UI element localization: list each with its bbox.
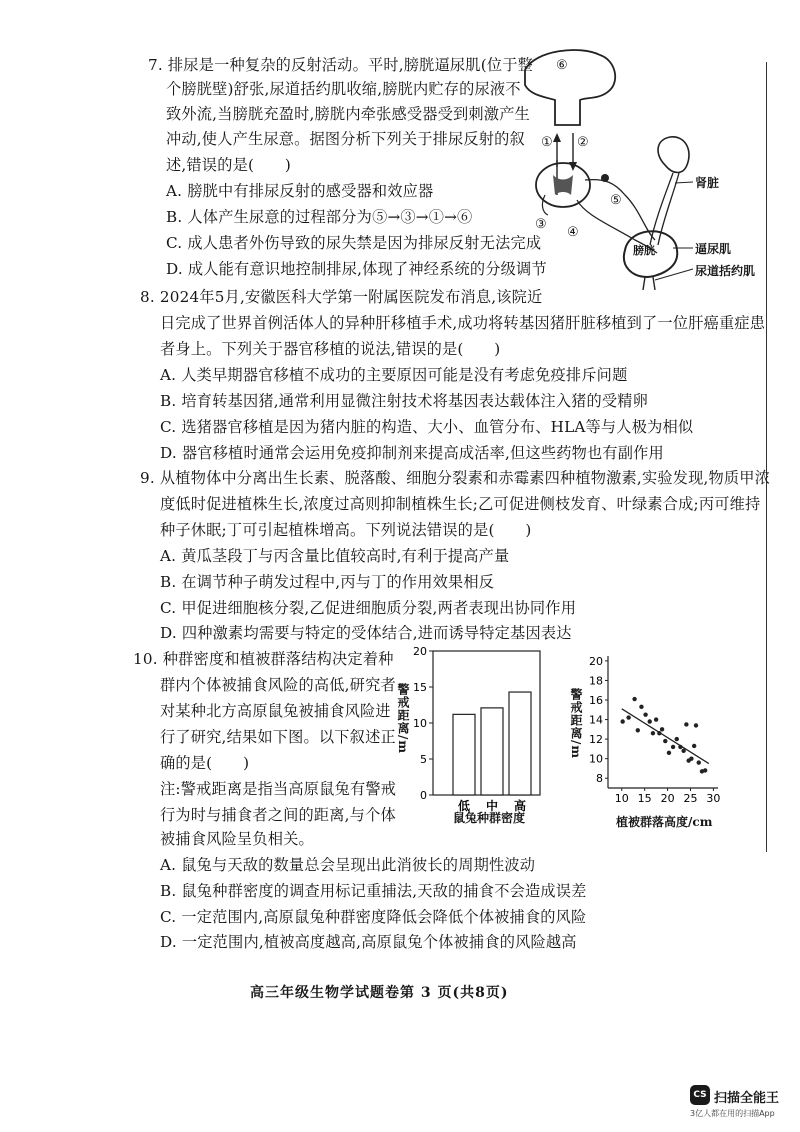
- scatter-xtick-label: 15: [637, 792, 652, 805]
- q7-line-1: 7. 排尿是一种复杂的反射活动。平时,膀胱逼尿肌(位于整: [148, 56, 533, 74]
- scatter-ytick-label: 20: [589, 654, 603, 668]
- margin-rule: [766, 62, 767, 852]
- q10-note-3: 被捕食风险呈负相关。: [160, 830, 314, 848]
- watermark-brand: 扫描全能王: [714, 1091, 780, 1106]
- scatter-xtick-label: 25: [683, 792, 698, 805]
- diagram-label-sphincter: 尿道括约肌: [695, 264, 756, 278]
- bar-chart-category-label: 高: [513, 799, 527, 813]
- scatter-point-17: [684, 722, 688, 726]
- bar-chart-ytick-label: 15: [413, 681, 427, 694]
- scatter-point-22: [697, 760, 701, 764]
- scatter-point-11: [663, 739, 667, 743]
- scatter-point-8: [654, 717, 658, 721]
- q9-option-a: A. 黄瓜茎段丁与丙含量比值较高时,有利于提高产量: [160, 547, 510, 565]
- scatter-point-1: [626, 715, 630, 719]
- q7-line-4: 冲动,使人产生尿意。据图分析下列关于排尿反射的叙: [166, 130, 525, 148]
- scatter-xtick-label: 20: [660, 792, 675, 805]
- diagram-label-4: ④: [567, 225, 579, 240]
- scatter-chart: [568, 648, 733, 828]
- diagram-label-detrusor: 逼尿肌: [695, 242, 732, 256]
- scatter-point-5: [643, 712, 647, 716]
- bar-chart-xlabel: 鼠兔种群密度: [453, 811, 526, 825]
- diagram-label-2: ②: [577, 135, 589, 150]
- scatter-point-12: [667, 751, 671, 755]
- q10-option-a: A. 鼠兔与天敌的数量总会呈现出此消彼长的周期性波动: [160, 856, 536, 874]
- bar-1: [481, 708, 503, 795]
- bar-0: [453, 714, 475, 795]
- scatter-xtick-label: 30: [706, 792, 721, 805]
- diagram-label-6: ⑥: [556, 58, 568, 73]
- diagram-label-kidney: 肾脏: [695, 176, 720, 190]
- q9-option-c: C. 甲促进细胞核分裂,乙促进细胞质分裂,两者表现出协同作用: [160, 599, 577, 617]
- scatter-xtick-label: 10: [614, 792, 629, 805]
- q7-option-a: A. 膀胱中有排尿反射的感受器和效应器: [166, 182, 434, 200]
- bar-chart-category-label: 中: [485, 799, 499, 813]
- q7-line-3: 致外流,当膀胱充盈时,膀胱内牵张感受器受到刺激产生: [166, 105, 530, 123]
- scatter-chart-svg: [568, 648, 733, 828]
- q8-line-2: 日完成了世界首例活体人的异种肝移植手术,成功将转基因猪肝脏移植到了一位肝癌重症患: [160, 314, 766, 332]
- q8-option-b: B. 培育转基因猪,通常利用显微注射技术将基因表达载体注入猪的受精卵: [160, 392, 649, 410]
- scatter-ytick-label: 10: [589, 752, 603, 766]
- scatter-point-14: [675, 737, 679, 741]
- scatter-point-7: [651, 731, 655, 735]
- q10-note-2: 行为时与捕食者之间的距离,与个体: [160, 806, 396, 824]
- cs-logo-icon: CS: [690, 1085, 710, 1105]
- q7-option-b: B. 人体产生尿意的过程部分为⑤→③→①→⑥: [166, 208, 473, 226]
- scatter-chart-ylabel: 警戒距离/m: [569, 688, 583, 760]
- diagram-label-1: ①: [541, 135, 553, 150]
- diagram-label-bladder: 膀胱: [633, 244, 655, 257]
- q7-option-c: C. 成人患者外伤导致的尿失禁是因为排尿反射无法完成: [166, 234, 542, 252]
- scatter-ytick-label: 16: [589, 694, 603, 707]
- scatter-point-13: [671, 745, 675, 749]
- scatter-point-6: [648, 719, 652, 723]
- q8-option-c: C. 选猪器官移植是因为猪内脏的构造、大小、血管分布、HLA等与人极为相似: [160, 418, 694, 436]
- q10-line-1: 10. 种群密度和植被群落结构决定着种: [133, 650, 394, 668]
- scatter-point-0: [620, 719, 624, 723]
- q7-line-5: 述,错误的是( ): [166, 156, 291, 174]
- bar-chart-category-label: 低: [457, 799, 471, 813]
- watermark-tagline: 3亿人都在用的扫描App: [690, 1109, 775, 1118]
- scatter-point-3: [636, 728, 640, 732]
- bar-chart-ytick-label: 5: [420, 753, 427, 766]
- q9-option-b: B. 在调节种子萌发过程中,丙与丁的作用效果相反: [160, 573, 495, 591]
- q10-note-1: 注:警戒距离是指当高原鼠兔有警戒: [160, 780, 397, 798]
- q10-option-c: C. 一定范围内,高原鼠兔种群密度降低会降低个体被捕食的风险: [160, 908, 587, 926]
- page-footer: 高三年级生物学试题卷第 3 页(共8页): [250, 985, 509, 1001]
- q9-line-3: 种子休眠;丁可引起植株增高。下列说法错误的是( ): [160, 521, 532, 539]
- q8-line-1: 8. 2024年5月,安徽医科大学第一附属医院发布消息,该院近: [140, 288, 543, 306]
- scatter-point-21: [694, 723, 698, 727]
- q10-line-4: 行了研究,结果如下图。以下叙述正: [160, 728, 396, 746]
- scatter-ytick-label: 8: [596, 772, 603, 786]
- scatter-chart-xlabel: 植被群落高度/cm: [616, 815, 713, 829]
- q10-line-2: 群内个体被捕食风险的高低,研究者: [160, 676, 396, 694]
- q9-option-d: D. 四种激素均需要与特定的受体结合,进而诱导特定基因表达: [160, 624, 572, 642]
- bar-chart-ytick-label: 0: [420, 789, 427, 802]
- scatter-point-4: [639, 705, 643, 709]
- q7-option-d: D. 成人能有意识地控制排尿,体现了神经系统的分级调节: [166, 260, 547, 278]
- q7-line-2: 个膀胱壁)舒张,尿道括约肌收缩,膀胱内贮存的尿液不: [166, 80, 521, 98]
- q10-option-d: D. 一定范围内,植被高度越高,高原鼠兔个体被捕食的风险越高: [160, 933, 577, 951]
- scatter-point-19: [689, 756, 693, 760]
- q10-line-5: 确的是( ): [160, 754, 250, 772]
- scatter-point-2: [632, 697, 636, 701]
- urination-reflex-diagram: [515, 45, 755, 290]
- scatter-point-24: [703, 768, 707, 772]
- q9-line-1: 9. 从植物体中分离出生长素、脱落酸、细胞分裂素和赤霉素四种植物激素,实验发现,物质甲浓: [140, 469, 771, 487]
- scatter-trendline: [622, 709, 709, 764]
- scatter-ytick-label: 18: [589, 674, 603, 688]
- diagram-label-3: ③: [535, 217, 547, 232]
- bar-chart: [385, 643, 555, 828]
- q8-option-d: D. 器官移植时通常会运用免疫抑制剂来提高成活率,但这些药物也有副作用: [160, 444, 664, 462]
- scatter-ytick-label: 12: [589, 733, 603, 747]
- bar-chart-ytick-label: 20: [413, 645, 427, 658]
- scatter-point-20: [692, 744, 696, 748]
- q8-option-a: A. 人类早期器官移植不成功的主要原因可能是没有考虑免疫排斥问题: [160, 366, 628, 384]
- q9-line-2: 度低时促进植株生长,浓度过高则抑制植株生长;乙可促进侧枝发育、叶绿素合成;丙可维持: [160, 495, 761, 513]
- bar-chart-ytick-label: 10: [413, 717, 427, 730]
- scatter-ytick-label: 14: [589, 713, 603, 727]
- diagram-label-5: ⑤: [610, 193, 622, 208]
- q10-option-b: B. 鼠兔种群密度的调查用标记重捕法,天敌的捕食不会造成误差: [160, 882, 587, 900]
- q10-line-3: 对某种北方高原鼠兔被捕食风险进: [160, 702, 391, 720]
- bar-chart-ylabel: 警戒距离/m: [396, 683, 410, 755]
- bar-2: [509, 692, 531, 795]
- scatter-point-10: [660, 727, 664, 731]
- q8-line-3: 者身上。下列关于器官移植的说法,错误的是( ): [160, 340, 501, 358]
